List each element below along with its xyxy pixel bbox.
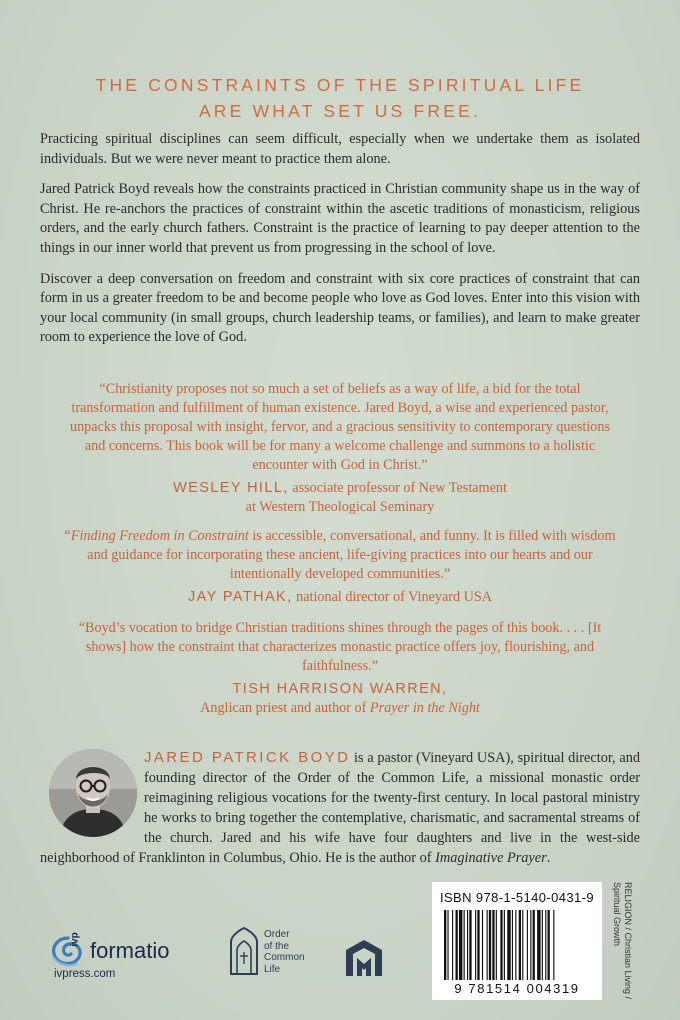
category-line-2: Spiritual Growth bbox=[612, 882, 622, 947]
endorsement-2 bbox=[60, 527, 620, 607]
order-of-common-life-icon bbox=[228, 926, 260, 976]
endorsement-attribution bbox=[60, 680, 620, 718]
category-line-1: RELIGION / Christian Living / bbox=[623, 882, 633, 1000]
ivp-label: ivp bbox=[69, 932, 81, 947]
headline-line-2: ARE WHAT SET US FREE. bbox=[198, 101, 482, 121]
description-paragraph-3: Discover a deep conversation on freedom and constraint with six core practices of constraint that can form in us a greater freedom to be and become people who love as God loves. Enter into this vision with your local community (in small groups, church leadership teams, or families), and learn to make greater room to experience the love of God. bbox=[40, 270, 640, 346]
endorsement-attribution bbox=[60, 479, 620, 517]
endorsement-text bbox=[60, 527, 620, 584]
quote-open: “ bbox=[64, 528, 71, 544]
monastic-m-icon bbox=[344, 938, 384, 978]
endorser-book: Prayer in the Night bbox=[369, 700, 480, 716]
endorsement-text: “Christianity proposes not so much a set of beliefs as a way of life, a bid for the total transformation and fulfillment of human existence. Jared Boyd, a wise and experienced pastor, unpacks this proposal with insight, fervor, and a gracious sensitivity to contemporary questions and concerns. This book will be for many a welcome challenge and summons to a holistic encounter with God in Christ.” bbox=[69, 381, 611, 473]
endorsement-1 bbox=[60, 380, 620, 517]
publisher-logos bbox=[40, 920, 420, 1000]
endorser-role: associate professor of New Testament bbox=[292, 480, 507, 496]
description-paragraph-1: Practicing spiritual disciplines can seem difficult, especially when we undertake them as isolated individuals. But we were never meant to practice them alone. bbox=[40, 131, 640, 167]
author-bio bbox=[40, 748, 640, 868]
endorser-name: WESLEY HILL, bbox=[173, 480, 289, 496]
barcode-digits: 9 781514 004319 bbox=[454, 981, 580, 996]
headline-line-1: THE CONSTRAINTS OF THE SPIRITUAL LIFE bbox=[95, 75, 585, 95]
author-bio-text: is a pastor (Vineyard USA), spiritual director, and founding director of the Order of the Common Life, a missional monastic order reimagining religious vocations for the twenty-first century. In local pastoral ministry he works to bring together the contemplative, charismatic, and sacramental streams of the church. Jared and his wife have four daughters and live in the west-side neighborhood of Franklinton in Columbus, Ohio. He is the author of bbox=[40, 750, 640, 866]
endorsement-text-rest: is accessible, conversational, and funny. It is filled with wisdom and guidance for incorporating these ancient, life-giving practices into our hearts and our intentionally developed communities.” bbox=[87, 528, 616, 582]
description-paragraph-2: Jared Patrick Boyd reveals how the constraints practiced in Christian community shape us in the way of Christ. He re-anchors the practices of constraint within the ascetic traditions of monasticism, religious orders, and the early church fathers. Constraint is the practice of learning to pay deeper attention to the things in our inner world that prevent us from progressing in the school of love. bbox=[40, 181, 640, 256]
endorsement-text: “Boyd’s vocation to bridge Christian traditions shines through the pages of this book. . . . [It shows] how the constraint that characterizes monastic practice offers joy, flourishing, and faithfulness.” bbox=[78, 620, 602, 674]
endorser-role: national director of Vineyard USA bbox=[296, 589, 492, 605]
author-previous-book: Imaginative Prayer bbox=[435, 850, 547, 866]
order-of-common-life-label: Order of the Common Life bbox=[264, 929, 305, 975]
endorsements bbox=[60, 380, 620, 726]
author-name: JARED PATRICK BOYD bbox=[144, 749, 351, 766]
publisher-website: ivpress.com bbox=[54, 968, 116, 980]
category-label bbox=[609, 882, 633, 1000]
author-bio-end: . bbox=[546, 850, 551, 866]
barcode bbox=[432, 882, 602, 1000]
endorser-name: TISH HARRISON WARREN, bbox=[232, 681, 448, 697]
endorsement-3 bbox=[60, 619, 620, 718]
endorser-role-2: at Western Theological Seminary bbox=[245, 499, 435, 515]
headline bbox=[40, 72, 640, 124]
endorser-role: Anglican priest and author of bbox=[200, 700, 370, 716]
formatio-label: formatio bbox=[90, 938, 170, 963]
endorser-name: JAY PATHAK, bbox=[187, 589, 293, 605]
book-title: Finding Freedom in Constraint bbox=[70, 528, 249, 544]
isbn-label: ISBN 978-1-5140-0431-9 bbox=[439, 890, 595, 905]
description bbox=[40, 130, 640, 359]
endorsement-attribution bbox=[60, 588, 620, 607]
